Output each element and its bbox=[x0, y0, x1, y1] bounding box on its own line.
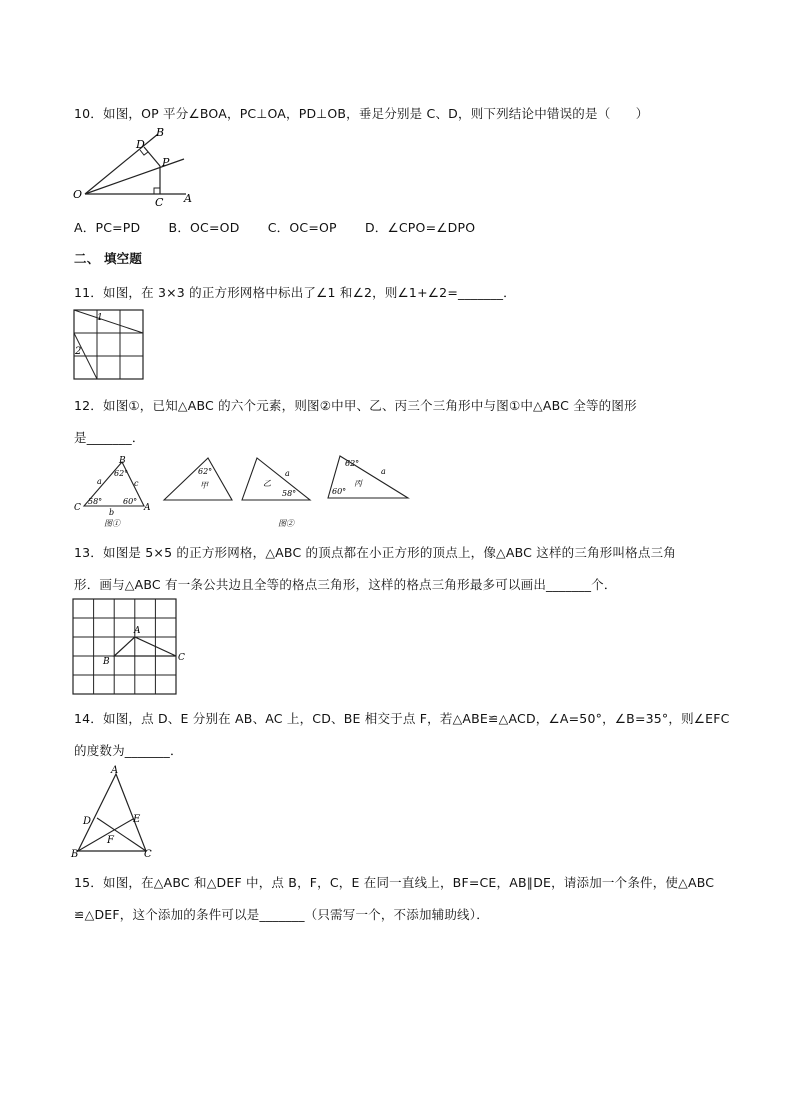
jia-angle: 62° bbox=[198, 467, 213, 476]
q12-figure bbox=[72, 454, 414, 532]
fig1-side-b: b bbox=[109, 508, 115, 517]
q14-label-E: E bbox=[133, 814, 141, 825]
q15-text-line2: ≌△DEF，这个添加的条件可以是_______（只需写一个，不添加辅助线）． bbox=[74, 907, 489, 922]
bing-angle-top: 62° bbox=[345, 459, 360, 468]
label-P: P bbox=[162, 156, 170, 169]
q12-text-line1: 12．如图①，已知△ABC 的六个元素，则图②中甲、乙、丙三个三角形中与图①中△ABC 全等的图形 bbox=[74, 398, 637, 413]
q11-text: 11．如图，在 3×3 的正方形网格中标出了∠1 和∠2，则∠1+∠2=_______． bbox=[74, 285, 516, 300]
option-a[interactable]: A．PC=PD bbox=[74, 220, 141, 235]
q14-label-A: A bbox=[111, 765, 119, 776]
q14-label-D: D bbox=[83, 816, 92, 827]
q13-text-line1: 13．如图是 5×5 的正方形网格，△ABC 的顶点都在小正方形的顶点上，像△ABC 这样的三角形叫格点三角 bbox=[74, 545, 676, 560]
fig1-side-c: c bbox=[134, 479, 139, 488]
q10-text: 10．如图，OP 平分∠BOA，PC⊥OA，PD⊥OB，垂足分别是 C、D，则下列结论中错误的是（ ） bbox=[74, 106, 649, 121]
q13-text-line2: 形．画与△ABC 有一条公共边且全等的格点三角形，这样的格点三角形最多可以画出_______个． bbox=[74, 577, 617, 592]
fig1-angle-58: 58° bbox=[88, 497, 103, 506]
angle-2-label: 2 bbox=[75, 346, 82, 357]
q13-label-B: B bbox=[103, 657, 110, 667]
q14-text-line1: 14．如图，点 D、E 分别在 AB、AC 上，CD、BE 相交于点 F，若△ABE≌△ACD，∠A=50°，∠B=35°，则∠EFC bbox=[74, 711, 730, 726]
fig1-B: B bbox=[119, 456, 126, 466]
option-d[interactable]: D．∠CPO=∠DPO bbox=[364, 220, 476, 235]
q11-grid-figure bbox=[73, 308, 145, 382]
q12-text-line2: 是_______． bbox=[74, 430, 145, 445]
q14-figure bbox=[70, 764, 160, 860]
fig1-angle-62: 62° bbox=[114, 469, 129, 478]
fig2-caption: 图② bbox=[278, 519, 294, 528]
label-C: C bbox=[155, 196, 164, 206]
yi-side-a: a bbox=[285, 469, 290, 478]
jia-name: 甲 bbox=[200, 481, 208, 490]
q13-label-C: C bbox=[178, 653, 185, 663]
label-O: O bbox=[73, 188, 83, 201]
yi-angle: 58° bbox=[282, 489, 297, 498]
q14-label-F: F bbox=[107, 835, 114, 846]
yi-name: 乙 bbox=[263, 479, 271, 488]
fig1-A: A bbox=[144, 503, 151, 513]
bing-name: 丙 bbox=[354, 479, 362, 488]
label-A: A bbox=[184, 192, 192, 205]
q14-label-C: C bbox=[144, 849, 152, 860]
fig1-side-a: a bbox=[97, 477, 102, 486]
option-b[interactable]: B．OC=OD bbox=[168, 220, 240, 235]
q14-label-B: B bbox=[71, 849, 79, 860]
bing-angle-bottom: 60° bbox=[332, 487, 347, 496]
section-title: 二、 填空题 bbox=[74, 251, 143, 266]
option-c[interactable]: C．OC=OP bbox=[267, 220, 337, 235]
q10-figure bbox=[64, 126, 194, 206]
q13-label-A: A bbox=[134, 626, 141, 636]
q13-grid-figure bbox=[72, 598, 192, 698]
label-D: D bbox=[136, 138, 145, 151]
fig1-caption: 图① bbox=[104, 519, 120, 528]
q10-options bbox=[74, 218, 499, 236]
fig1-angle-60: 60° bbox=[123, 497, 138, 506]
angle-1-label: 1 bbox=[97, 313, 103, 323]
q15-text-line1: 15．如图，在△ABC 和△DEF 中，点 B，F，C，E 在同一直线上，BF=CE，AB∥DE，请添加一个条件，使△ABC bbox=[74, 875, 715, 890]
fig1-C: C bbox=[74, 503, 81, 513]
label-B: B bbox=[156, 126, 165, 139]
bing-side-a: a bbox=[381, 467, 386, 476]
q14-text-line2: 的度数为_______． bbox=[74, 743, 183, 758]
